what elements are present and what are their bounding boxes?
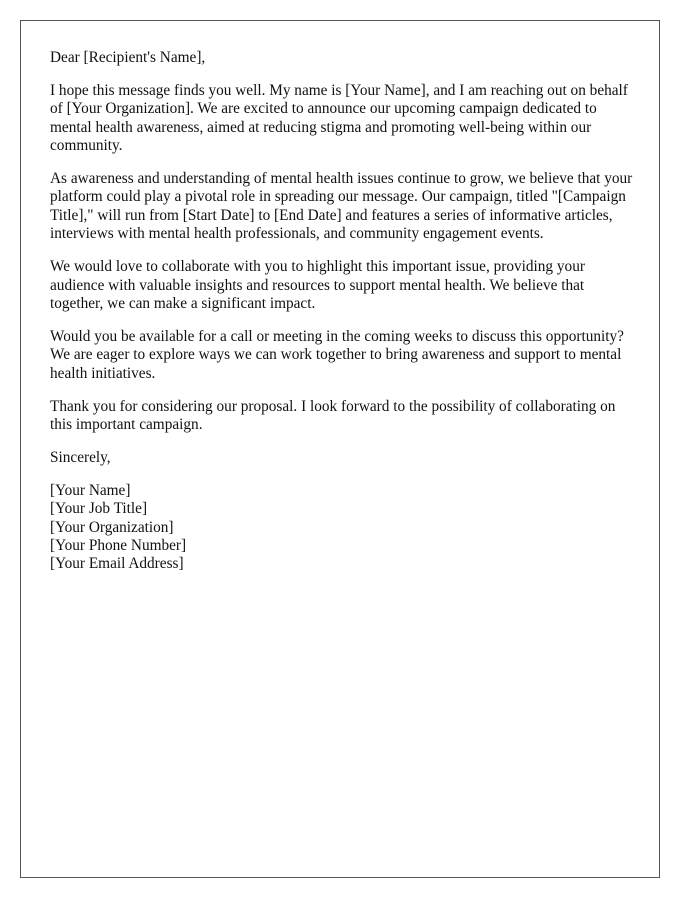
salutation: Dear [Recipient's Name], <box>50 49 206 66</box>
signature-phone: [Your Phone Number] <box>50 537 187 555</box>
paragraph-campaign: As awareness and understanding of mental health issues continue to grow, we believe that your platform could play a pivotal role in spreading our message. Our campaign, titled "[Campaign Title]," will run from [Start Date] to [End Date] and features a series of informative articles, interviews with mental health professionals, and community engagement events. <box>50 170 633 243</box>
paragraph-thanks: Thank you for considering our proposal. I look forward to the possibility of collaborating on this important campaign. <box>50 397 616 433</box>
signature-organization: [Your Organization] <box>50 518 174 536</box>
signature-name: [Your Name] <box>50 481 131 499</box>
signature-email: [Your Email Address] <box>50 555 184 573</box>
letter-page <box>20 20 660 878</box>
closing: Sincerely, <box>50 448 111 466</box>
paragraph-collaboration: We would love to collaborate with you to highlight this important issue, providing your audience with valuable insights and resources to support mental health. We believe that together, we can make a significant impact. <box>50 258 585 312</box>
paragraph-intro: I hope this message finds you well. My name is [Your Name], and I am reaching out on behalf of [Your Organization]. We are excited to announce our upcoming campaign dedicated to mental health awareness, aimed at reducing stigma and promoting well-being within our community. <box>50 81 628 155</box>
letter-body <box>50 49 640 574</box>
signature-block <box>50 482 640 574</box>
signature-job-title: [Your Job Title] <box>50 500 148 518</box>
paragraph-meeting-request: Would you be available for a call or meeting in the coming weeks to discuss this opportunity? We are eager to explore ways we can work together to bring awareness and support to mental health initiatives. <box>50 327 624 382</box>
